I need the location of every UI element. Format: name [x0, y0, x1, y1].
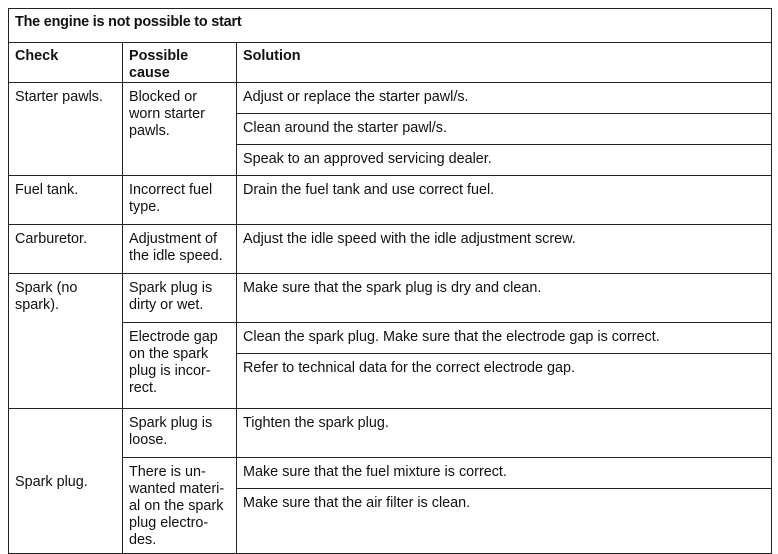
- table-title-row: [9, 9, 772, 43]
- cause-cell: Spark plug is loose.: [123, 409, 237, 458]
- check-cell: Starter pawls.: [9, 83, 123, 176]
- header-check: Check: [9, 43, 123, 83]
- cause-cell: Adjustment of the idle speed.: [123, 225, 237, 274]
- solution-cell: Clean around the starter pawl/s.: [237, 114, 772, 145]
- table-title: The engine is not possible to start: [9, 9, 772, 43]
- solution-cell: Clean the spark plug. Make sure that the electrode gap is correct.: [237, 323, 772, 354]
- check-cell: Fuel tank.: [9, 176, 123, 225]
- check-cell: Spark (no spark).: [9, 274, 123, 409]
- solution-cell: Make sure that the spark plug is dry and clean.: [237, 274, 772, 323]
- table-row: [9, 458, 772, 489]
- table-row: [9, 225, 772, 274]
- solution-cell: Drain the fuel tank and use correct fuel.: [237, 176, 772, 225]
- header-row: [9, 43, 772, 83]
- solution-cell: Tighten the spark plug.: [237, 409, 772, 458]
- cause-cell: Blocked or worn starter pawls.: [123, 83, 237, 176]
- cause-cell: Incorrect fuel type.: [123, 176, 237, 225]
- cause-cell: Electrode gap on the spark plug is incor-rect.: [123, 323, 237, 409]
- table-row: [9, 409, 772, 458]
- solution-cell: Refer to technical data for the correct electrode gap.: [237, 354, 772, 409]
- check-cell: Spark plug.: [9, 409, 123, 554]
- solution-cell: Make sure that the fuel mixture is correct.: [237, 458, 772, 489]
- solution-cell: Speak to an approved servicing dealer.: [237, 145, 772, 176]
- cause-cell: There is un-wanted materi-al on the spark plug electro-des.: [123, 458, 237, 554]
- solution-cell: Make sure that the air filter is clean.: [237, 489, 772, 554]
- header-possible-cause: Possible cause: [123, 43, 237, 83]
- solution-cell: Adjust the idle speed with the idle adjustment screw.: [237, 225, 772, 274]
- table-row: [9, 83, 772, 114]
- solution-cell: Adjust or replace the starter pawl/s.: [237, 83, 772, 114]
- check-cell: Carburetor.: [9, 225, 123, 274]
- table-row: [9, 176, 772, 225]
- header-solution: Solution: [237, 43, 772, 83]
- table-row: [9, 274, 772, 323]
- troubleshooting-table: [8, 8, 772, 554]
- cause-cell: Spark plug is dirty or wet.: [123, 274, 237, 323]
- table-row: [9, 323, 772, 354]
